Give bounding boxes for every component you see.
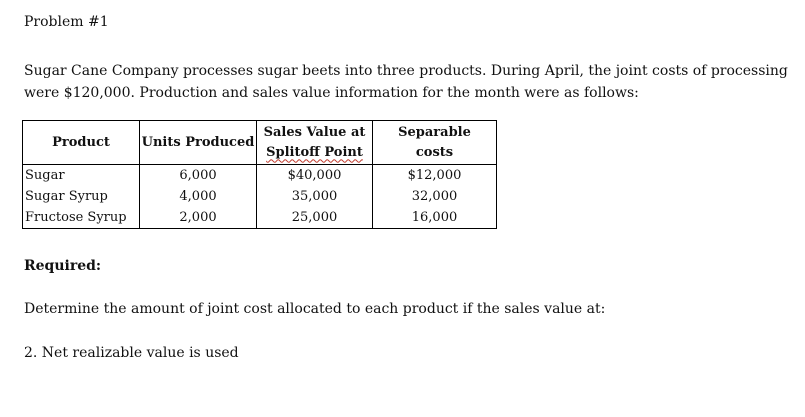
table-row xyxy=(23,207,497,229)
header-product: Product xyxy=(23,121,140,165)
cell-sales-value: 35,000 xyxy=(257,186,373,207)
header-sales-value-line1: Sales Value at xyxy=(263,124,366,140)
header-separable-costs xyxy=(373,121,497,165)
required-heading: Required: xyxy=(24,258,102,274)
cell-product: Sugar Syrup xyxy=(23,186,140,207)
header-sales-value xyxy=(257,121,373,165)
table-header-row xyxy=(23,121,497,165)
header-units-produced: Units Produced xyxy=(140,121,257,165)
production-sales-table xyxy=(22,120,497,229)
problem-title: Problem #1 xyxy=(24,14,109,30)
problem-intro xyxy=(24,60,794,104)
table-row xyxy=(23,165,497,187)
requirement-item-2: 2. Net realizable value is used xyxy=(24,345,239,361)
cell-separable: $12,000 xyxy=(373,165,497,187)
cell-units: 6,000 xyxy=(140,165,257,187)
cell-units: 2,000 xyxy=(140,207,257,229)
determine-instruction: Determine the amount of joint cost allocated to each product if the sales value at: xyxy=(24,301,606,317)
cell-product: Sugar xyxy=(23,165,140,187)
cell-sales-value: $40,000 xyxy=(257,165,373,187)
cell-product: Fructose Syrup xyxy=(23,207,140,229)
header-separable-line1: Separable xyxy=(398,124,471,140)
cell-separable: 16,000 xyxy=(373,207,497,229)
intro-line-2: were $120,000. Production and sales value information for the month were as follows: xyxy=(24,85,639,101)
intro-line-1: Sugar Cane Company processes sugar beets into three products. During April, the joint costs of processing xyxy=(24,63,788,79)
cell-separable: 32,000 xyxy=(373,186,497,207)
cell-sales-value: 25,000 xyxy=(257,207,373,229)
cell-units: 4,000 xyxy=(140,186,257,207)
table-row xyxy=(23,186,497,207)
header-sales-value-line2: Splitoff Point xyxy=(266,144,363,160)
header-separable-line2: costs xyxy=(415,144,454,160)
